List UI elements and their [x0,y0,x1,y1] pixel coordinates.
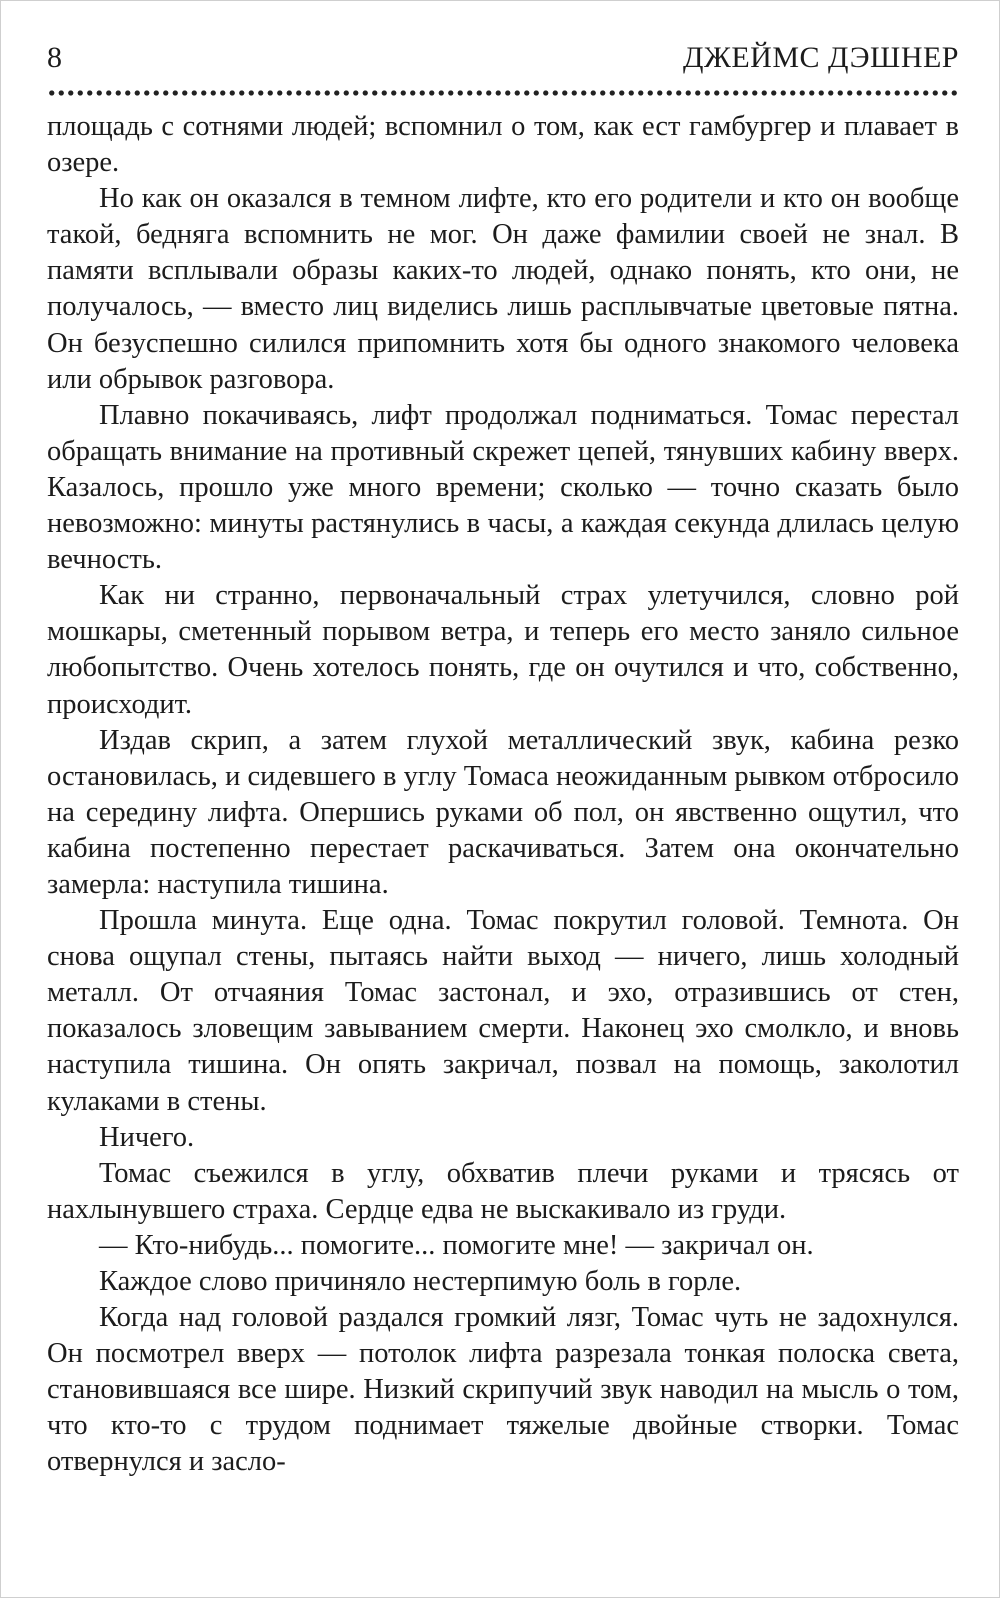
paragraph: Ничего. [99,1121,195,1153]
paragraph: Томас съежился в углу, обхватив плечи руками и трясясь от нахлынувшего страха. Сердце едва не выскакивало из груди. [47,1157,959,1225]
dotted-divider [47,89,959,97]
paragraph: Плавно покачиваясь, лифт продолжал подниматься. Томас перестал обращать внимание на противный скрежет цепей, тянувших кабину вверх. Казалось, прошло уже много времени; сколько — точно сказать было невозможно: минуты растянулись в часы, а каждая секунда длилась целую вечность. [47,399,959,576]
paragraph: Прошла минута. Еще одна. Томас покрутил головой. Темнота. Он снова ощупал стены, пытаясь найти выход — ничего, лишь холодный металл. От отчаяния Томас застонал, и эхо, отразившись от стен, показалось зловещим завыванием смерти. Наконец эхо смолкло, и вновь наступила тишина. Он опять закричал, позвал на помощь, заколотил кулаками в стены. [47,905,959,1117]
page-number: 8 [47,41,63,74]
paragraph: Но как он оказался в темном лифте, кто его родители и кто он вообще такой, бедняга вспомнить не мог. Он даже фамилии своей не знал. В памяти всплывали образы каких-то людей, однако понять, кто они, не получалось, — вместо лиц виделись лишь расплывчатые цветовые пятна. Он безуспешно силился припомнить хотя бы одного знакомого человека или обрывок разговора. [47,183,959,395]
paragraph: Каждое слово причиняло нестерпимую боль в горле. [99,1266,742,1297]
paragraph: площадь с сотнями людей; вспомнил о том, как ест гамбургер и плавает в озере. [47,111,959,179]
paragraph: Как ни странно, первоначальный страх улетучился, словно рой мошкары, сметенный порывом ветра, и теперь его место заняло сильное любопытство. Очень хотелось понять, где он очутился и что, собственно, происходит. [47,580,959,720]
paragraph: Издав скрип, а затем глухой металлический звук, кабина резко остановилась, и сидевшего в углу Томаса неожиданным рывком отбросило на середину лифта. Опершись руками об пол, он явственно ощутил, что кабина постепенно перестает раскачиваться. Затем она окончательно замерла: наступила тишина. [47,724,959,900]
page-body [47,109,959,1481]
paragraph: — Кто-нибудь... помогите... помогите мне! — закричал он. [99,1229,814,1261]
page-header [47,41,959,81]
running-title: ДЖЕЙМС ДЭШНЕР [683,41,959,74]
paragraph: Когда над головой раздался громкий лязг, Томас чуть не задохнулся. Он посмотрел вверх — потолок лифта разрезала тонкая полоска света, становившаяся все шире. Низкий скрипучий звук наводил на мысль о том, что кто-то с трудом поднимает тяжелые двойные створки. Томас отвернулся и засло- [47,1302,959,1478]
